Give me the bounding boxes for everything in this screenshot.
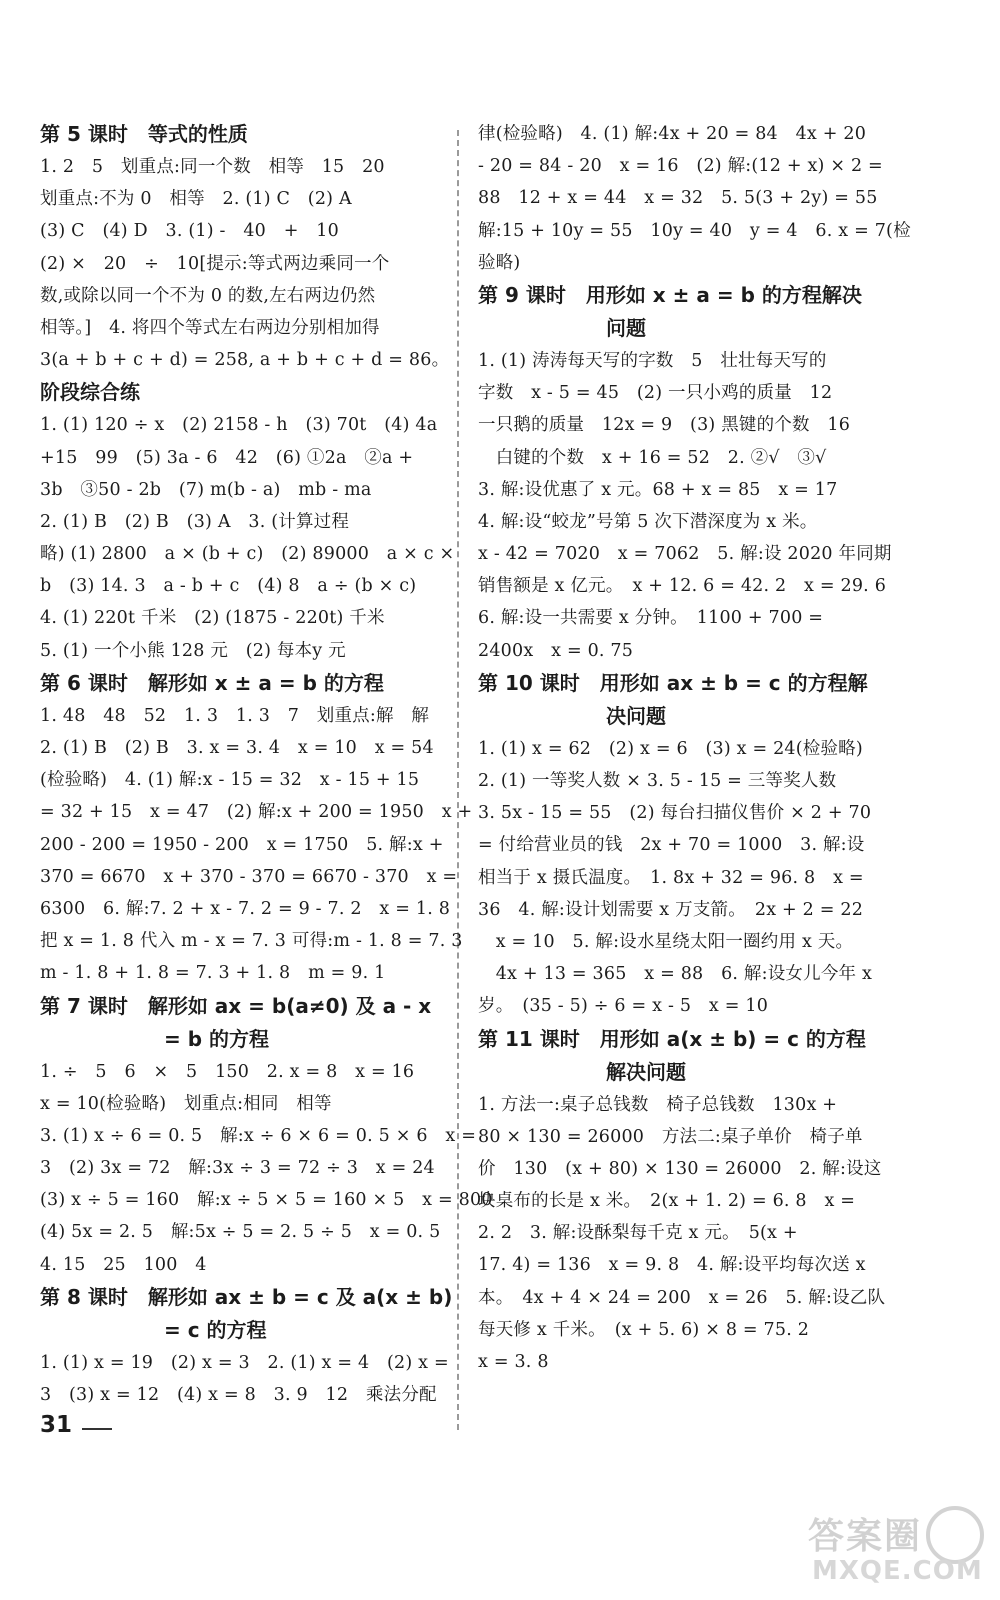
text-line: 字数 x - 5 = 45 (2) 一只小鸡的质量 12 [478, 383, 833, 404]
text-line: 相当于 x 摄氏温度。 1. 8x + 32 = 96. 8 x = [478, 867, 864, 888]
text-line: 验略) [478, 252, 521, 273]
lesson7-body [40, 1056, 493, 1281]
text-line: (4) 5x = 2. 5 解:5x ÷ 5 = 2. 5 ÷ 5 x = 0. 5 [40, 1222, 441, 1243]
text-line: 每天修 x 千米。 (x + 5. 6) × 8 = 75. 2 [478, 1319, 810, 1340]
text-line: 把 x = 1. 8 代入 m - x = 7. 3 可得:m - 1. 8 = 7. 3 [40, 931, 463, 952]
lesson7-title-cont: = b 的方程 [164, 1026, 269, 1051]
text-line: 略) (1) 2800 a × (b + c) (2) 89000 a × c × [40, 544, 455, 565]
text-line: 岁。 (35 - 5) ÷ 6 = x - 5 x = 10 [478, 996, 769, 1017]
text-line: 3. 5x - 15 = 55 (2) 每台扫描仪售价 × 2 + 70 [478, 803, 872, 824]
text-line: 价 130 (x + 80) × 130 = 26000 2. 解:设这 [478, 1158, 882, 1179]
lesson11-title-cont: 解决问题 [606, 1059, 686, 1084]
text-line: 3 (2) 3x = 72 解:3x ÷ 3 = 72 ÷ 3 x = 24 [40, 1158, 435, 1179]
text-line: 块桌布的长是 x 米。 2(x + 1. 2) = 6. 8 x = [478, 1191, 856, 1212]
text-line: m - 1. 8 + 1. 8 = 7. 3 + 1. 8 m = 9. 1 [40, 963, 386, 984]
text-line: 4. 解:设“蛟龙”号第 5 次下潜深度为 x 米。 [478, 511, 818, 532]
lesson5-body [40, 151, 450, 376]
text-line: 1. (1) 涛涛每天写的字数 5 壮壮每天写的 [478, 350, 827, 371]
lesson9-body [478, 345, 892, 667]
text-line: 36 4. 解:设计划需要 x 万支箭。 2x + 2 = 22 [478, 899, 864, 920]
text-line: 相等。] 4. 将四个等式左右两边分别相加得 [40, 317, 380, 338]
lesson9-title: 第 9 课时 用形如 x ± a = b 的方程解决 [478, 282, 862, 307]
lesson11-body [478, 1089, 886, 1379]
text-line: 80 × 130 = 26000 方法二:桌子单价 椅子单 [478, 1126, 863, 1147]
right-column [478, 118, 911, 1378]
lesson8-title-cont: = c 的方程 [164, 1317, 267, 1342]
text-line: +15 99 (5) 3a - 6 42 (6) ①2a ②a + [40, 447, 414, 468]
text-line: 6300 6. 解:7. 2 + x - 7. 2 = 9 - 7. 2 x = 1. 8 [40, 898, 451, 919]
text-line: 销售额是 x 亿元。 x + 12. 6 = 42. 2 x = 29. 6 [478, 576, 887, 597]
text-line: = 付给营业员的钱 2x + 70 = 1000 3. 解:设 [478, 835, 865, 856]
text-line: 1. (1) 120 ÷ x (2) 2158 - h (3) 70t (4) 4a [40, 415, 438, 436]
lesson10-title: 第 10 课时 用形如 ax ± b = c 的方程解 [478, 670, 868, 695]
text-line: x = 10 5. 解:设水星绕太阳一圈约用 x 天。 [478, 931, 854, 952]
watermark-url: MXQE.COM [812, 1556, 983, 1586]
text-line: (3) C (4) D 3. (1) - 40 + 10 [40, 221, 339, 242]
lesson6-title: 第 6 课时 解形如 x ± a = b 的方程 [40, 670, 384, 695]
text-line: 3b ③50 - 2b (7) m(b - a) mb - ma [40, 479, 372, 500]
text-line: 6. 解:设一共需要 x 分钟。 1100 + 700 = [478, 608, 824, 629]
text-line: b (3) 14. 3 a - b + c (4) 8 a ÷ (b × c) [40, 576, 417, 597]
lesson8-body [40, 1347, 449, 1411]
text-line: 白键的个数 x + 16 = 52 2. ②√ ③√ [478, 447, 827, 468]
text-line: 数,或除以同一个不为 0 的数,左右两边仍然 [40, 285, 376, 306]
page-number: 31 [40, 1412, 73, 1438]
text-line: 2. (1) B (2) B 3. x = 3. 4 x = 10 x = 54 [40, 738, 434, 758]
lesson10-title-cont: 决问题 [606, 703, 666, 728]
left-column [40, 118, 493, 1411]
text-line: x = 10(检验略) 划重点:相同 相等 [40, 1093, 332, 1114]
text-line: 370 = 6670 x + 370 - 370 = 6670 - 370 x = [40, 866, 458, 887]
text-line: 4x + 13 = 365 x = 88 6. 解:设女儿今年 x [478, 964, 873, 985]
watermark-logo [808, 1508, 988, 1592]
text-line: 3(a + b + c + d) = 258, a + b + c + d = 86。 [40, 350, 450, 371]
text-line: 4. (1) 220t 千米 (2) (1875 - 220t) 千米 [40, 608, 385, 629]
lesson11-title: 第 11 课时 用形如 a(x ± b) = c 的方程 [478, 1026, 866, 1051]
text-line: x - 42 = 7020 x = 7062 5. 解:设 2020 年同期 [478, 544, 892, 565]
lesson10-body [478, 733, 882, 1023]
text-line: 88 12 + x = 44 x = 32 5. 5(3 + 2y) = 55 [478, 188, 878, 209]
text-line: 1. 48 48 52 1. 3 1. 3 7 划重点:解 解 [40, 705, 430, 726]
text-line: 2. (1) 一等奖人数 × 3. 5 - 15 = 三等奖人数 [478, 771, 837, 791]
text-line: 解:15 + 10y = 55 10y = 40 y = 4 6. x = 7(检 [478, 220, 911, 241]
watermark-text: 答案圈 [808, 1516, 923, 1557]
text-line: (3) x ÷ 5 = 160 解:x ÷ 5 × 5 = 160 × 5 x = 800 [40, 1190, 493, 1211]
text-line: 一只鹅的质量 12x = 9 (3) 黑键的个数 16 [478, 415, 851, 436]
text-line: 3 (3) x = 12 (4) x = 8 3. 9 12 乘法分配 [40, 1385, 437, 1405]
text-line: = 32 + 15 x = 47 (2) 解:x + 200 = 1950 x + [40, 802, 473, 823]
lesson5-title: 第 5 课时 等式的性质 [40, 122, 248, 146]
text-line: 3. 解:设优惠了 x 元。68 + x = 85 x = 17 [478, 479, 838, 500]
text-line: (检验略) 4. (1) 解:x - 15 = 32 x - 15 + 15 [40, 770, 420, 791]
text-line: 1. 方法一:桌子总钱数 椅子总钱数 130x + [478, 1094, 838, 1115]
column-divider [457, 130, 459, 1430]
text-line: - 20 = 84 - 20 x = 16 (2) 解:(12 + x) × 2 = [478, 156, 883, 177]
lesson9-title-cont: 问题 [606, 315, 646, 340]
text-line: 4. 15 25 100 4 [40, 1254, 207, 1275]
text-line: 2400x x = 0. 75 [478, 640, 634, 661]
text-line: x = 3. 8 [478, 1352, 549, 1372]
text-line: 3. (1) x ÷ 6 = 0. 5 解:x ÷ 6 × 6 = 0. 5 × 6 x = [40, 1125, 477, 1146]
lesson8-title: 第 8 课时 解形如 ax ± b = c 及 a(x ± b) [40, 1284, 453, 1309]
text-line: 律(检验略) 4. (1) 解:4x + 20 = 84 4x + 20 [478, 124, 867, 144]
text-line: 2. 2 3. 解:设酥梨每千克 x 元。 5(x + [478, 1223, 798, 1244]
text-line: 划重点:不为 0 相等 2. (1) C (2) A [40, 189, 352, 210]
review-title: 阶段综合练 [40, 380, 140, 405]
text-line: 1. (1) x = 62 (2) x = 6 (3) x = 24(检验略) [478, 738, 863, 759]
text-line: 200 - 200 = 1950 - 200 x = 1750 5. 解:x + [40, 834, 444, 855]
text-line: 5. (1) 一个小熊 128 元 (2) 每本y 元 [40, 640, 346, 661]
review-body [40, 409, 455, 667]
text-line: 2. (1) B (2) B (3) A 3. (计算过程 [40, 511, 350, 532]
text-line: 本。 4x + 4 × 24 = 200 x = 26 5. 解:设乙队 [478, 1287, 886, 1308]
text-line: 1. ÷ 5 6 × 5 150 2. x = 8 x = 16 [40, 1061, 415, 1082]
lesson6-body [40, 700, 473, 990]
text-line: 17. 4) = 136 x = 9. 8 4. 解:设平均每次送 x [478, 1255, 866, 1276]
lesson8-continued-body [478, 118, 911, 279]
text-line: 1. (1) x = 19 (2) x = 3 2. (1) x = 4 (2) x = [40, 1352, 449, 1373]
lesson7-title: 第 7 课时 解形如 ax = b(a≠0) 及 a - x [40, 993, 432, 1018]
text-line: (2) × 20 ÷ 10[提示:等式两边乘同一个 [40, 253, 390, 274]
page-number-dash [82, 1428, 112, 1430]
text-line: 1. 2 5 划重点:同一个数 相等 15 20 [40, 157, 385, 177]
